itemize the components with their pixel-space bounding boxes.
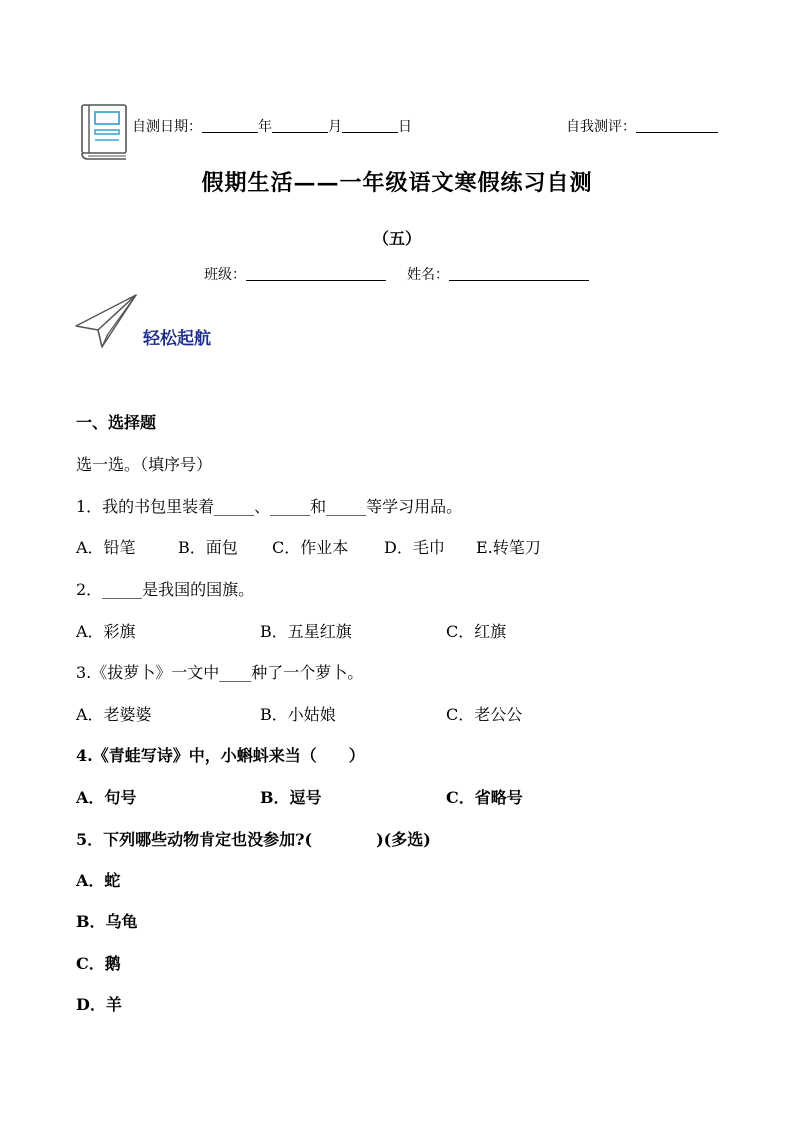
option-a[interactable]: A．老婆婆 — [76, 705, 152, 724]
paper-plane-icon — [74, 292, 140, 350]
test-date-line: 自测日期： 年 月 日 — [132, 119, 412, 135]
option-b[interactable]: B．小姑娘 — [260, 705, 336, 724]
self-eval-blank[interactable] — [636, 118, 718, 133]
question-5-option-c[interactable]: C．鹅 — [76, 954, 121, 973]
class-field: 班级： — [204, 264, 386, 284]
part-heading: 一、选择题 — [76, 413, 157, 432]
name-blank[interactable] — [449, 266, 589, 281]
month-blank[interactable] — [272, 118, 328, 133]
page-title: 假期生活——一年级语文寒假练习自测 — [201, 170, 593, 196]
question-5-option-d[interactable]: D．羊 — [76, 995, 122, 1014]
book-icon — [78, 103, 130, 161]
year-blank[interactable] — [202, 118, 258, 133]
question-4: 4.《青蛙写诗》中，小蝌蚪来当（ ） — [76, 746, 365, 765]
name-field: 姓名： — [407, 264, 589, 284]
question-5-option-b[interactable]: B．乌龟 — [76, 912, 138, 931]
question-2: 2．_____是我国的国旗。 — [76, 580, 255, 599]
page-subtitle: （五） — [372, 229, 421, 248]
question-1-options — [76, 535, 541, 558]
option-c[interactable]: C．老公公 — [446, 705, 523, 724]
class-blank[interactable] — [246, 266, 386, 281]
question-1: 1．我的书包里装着_____、_____和_____等学习用品。 — [76, 497, 463, 516]
self-evaluation: 自我测评： — [566, 116, 718, 136]
question-4-options — [76, 785, 523, 808]
option-a[interactable]: A．彩旗 — [76, 622, 136, 641]
question-2-options — [76, 619, 506, 642]
option-b[interactable]: B．面包 — [178, 538, 238, 557]
option-c[interactable]: C．作业本 — [272, 538, 349, 557]
option-d[interactable]: D．毛巾 — [384, 538, 445, 557]
question-5-option-a[interactable]: A．蛇 — [76, 871, 121, 890]
instruction: 选一选。（填序号） — [76, 455, 213, 474]
option-e[interactable]: E.转笔刀 — [476, 538, 541, 557]
option-b[interactable]: B．逗号 — [260, 788, 322, 807]
section-title: 轻松起航 — [143, 329, 211, 349]
question-3-options — [76, 702, 522, 725]
option-a[interactable]: A．句号 — [76, 788, 137, 807]
option-c[interactable]: C．省略号 — [446, 788, 523, 807]
option-b[interactable]: B．五星红旗 — [260, 622, 352, 641]
question-3: 3.《拔萝卜》一文中____种了一个萝卜。 — [76, 663, 364, 682]
day-blank[interactable] — [342, 118, 398, 133]
option-a[interactable]: A．铅笔 — [76, 538, 136, 557]
question-5: 5．下列哪些动物肯定也没参加?( )(多选) — [76, 830, 431, 849]
option-c[interactable]: C．红旗 — [446, 622, 507, 641]
